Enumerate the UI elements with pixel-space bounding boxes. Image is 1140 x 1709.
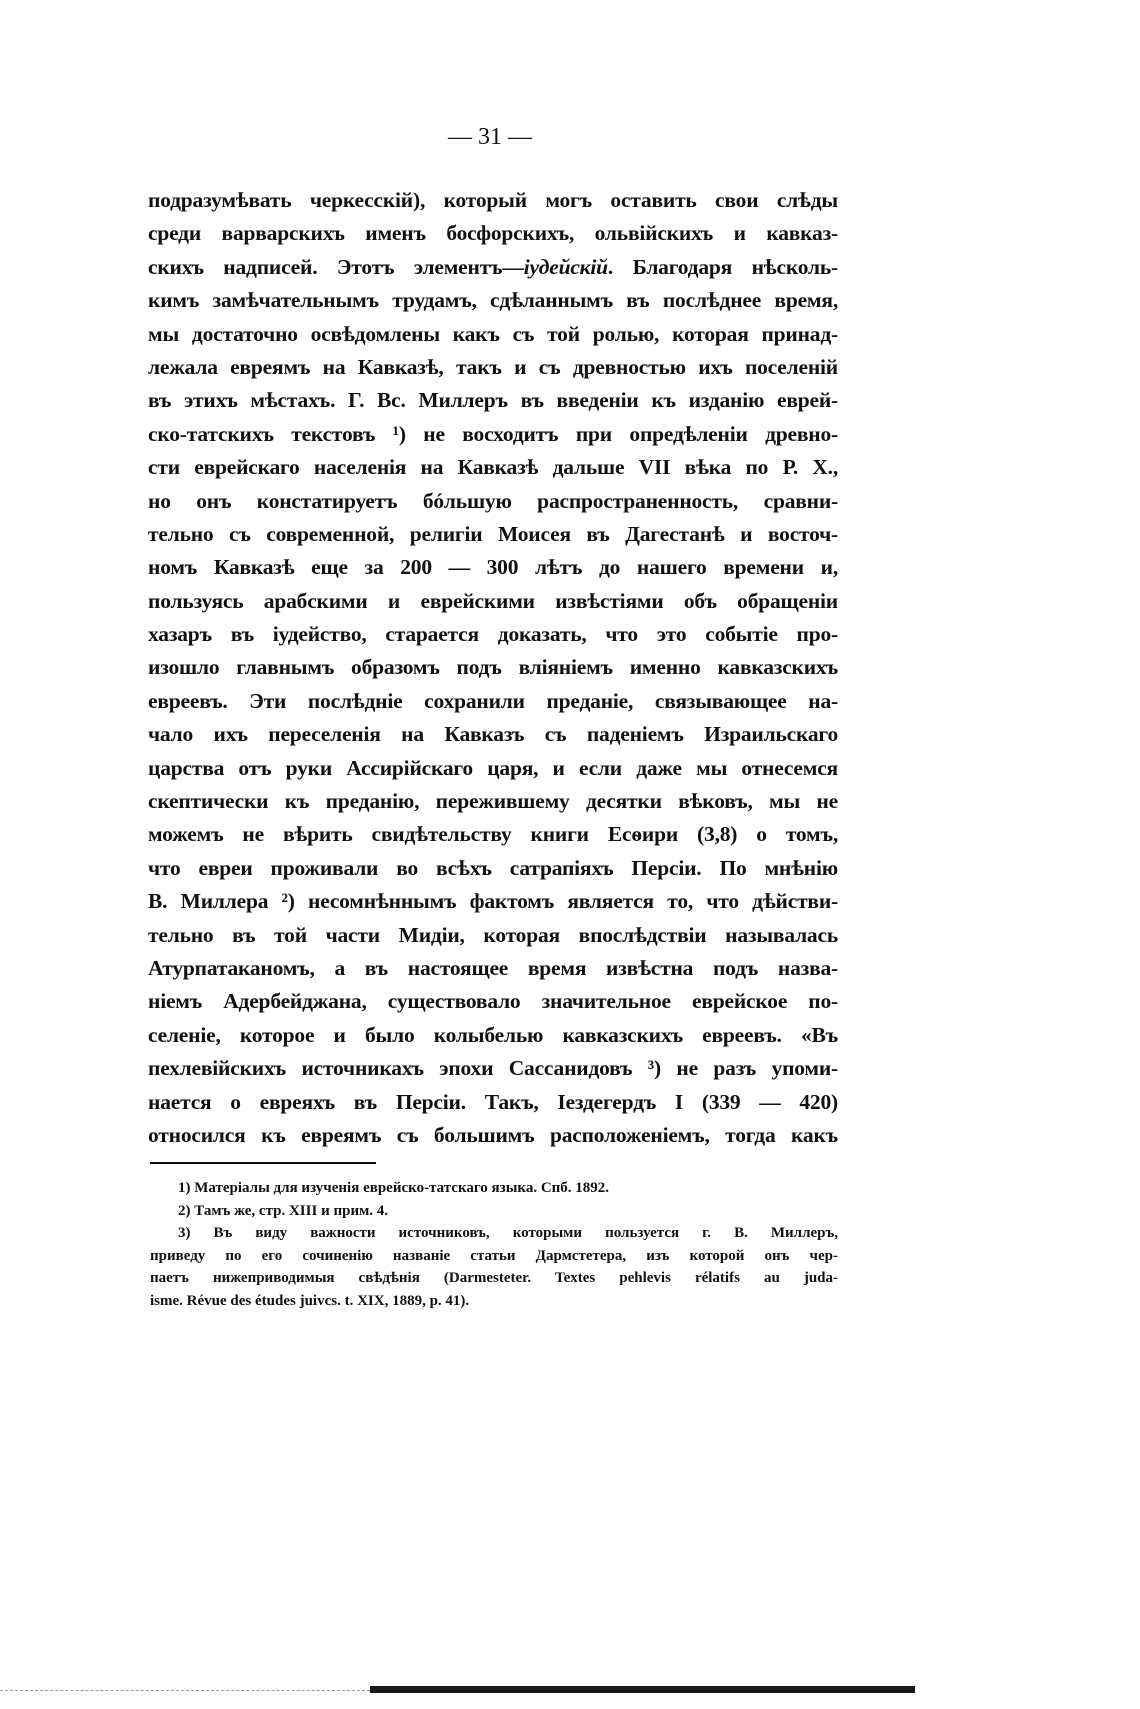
text-line: изошло главнымъ образомъ подъ вліяніемъ именно кавказскихъ <box>148 655 838 680</box>
text-line: тельно въ той части Мидіи, которая впослѣдствіи называлась <box>148 922 838 947</box>
footnote-3-continued: приведу по его сочиненію названіе статьи Дармстетера, изъ которой онъ чер- <box>150 1247 838 1264</box>
text-line: лежала евреямъ на Кавказѣ, такъ и съ древностью ихъ поселеній <box>148 354 838 379</box>
text-line: чало ихъ переселенія на Кавказъ съ паденіемъ Израильскаго <box>148 722 838 747</box>
text-line: селеніе, которое и было колыбелью кавказскихъ евреевъ. «Въ <box>148 1022 838 1047</box>
text-line: евреевъ. Эти послѣдніе сохранили преданіе, связывающее на- <box>148 688 838 713</box>
footnote-1: 1) Матеріалы для изученія еврейско-татскаго языка. Спб. 1892. <box>178 1180 610 1196</box>
italic-term: іудейскій <box>523 254 608 279</box>
text-line: мы достаточно освѣдомлены какъ съ той ролью, которая принад- <box>148 321 838 346</box>
text-line: сти еврейскаго населенія на Кавказѣ дальше VII вѣка по Р. Х., <box>148 455 838 480</box>
body-text <box>148 184 838 1152</box>
text-line: номъ Кавказѣ еще за 200 — 300 лѣтъ до нашего времени и, <box>148 555 838 580</box>
page-number: — 31 — <box>448 124 532 150</box>
footnote-3-continued: паетъ нижеприводимыя свѣдѣнія (Darmesteter. Textes pehlevis rélatifs au juda- <box>150 1270 838 1287</box>
text-line: тельно съ современной, религіи Моисея въ Дагестанѣ и восточ- <box>148 521 838 546</box>
footnote-3-continued: isme. Révue des études juivcs. t. XIX, 1889, p. 41). <box>150 1292 470 1309</box>
scan-edge-line <box>0 1690 370 1692</box>
text-segment: . Благодаря нѣсколь- <box>607 254 838 279</box>
footnote-3: 3) Въ виду важности источниковъ, которыми пользуется г. В. Миллеръ, <box>178 1225 838 1242</box>
text-line: Атурпатаканомъ, а въ настоящее время извѣстна подъ назва- <box>148 955 838 980</box>
footnote-2: 2) Тамъ же, стр. XIII и прим. 4. <box>178 1202 389 1219</box>
text-line: но онъ констатируетъ бóльшую распространенность, сравни- <box>148 488 838 513</box>
text-line: нается о евреяхъ въ Персіи. Такъ, Іездегердъ I (339 — 420) <box>148 1089 838 1114</box>
text-line: пехлевійскихъ источникахъ эпохи Сассанидовъ ³) не разъ упоми- <box>148 1056 838 1081</box>
text-line: ско-татскихъ текстовъ ¹) не восходитъ при опредѣленіи древно- <box>148 421 838 446</box>
text-line: подразумѣвать черкесскій), который могъ оставить свои слѣды <box>148 188 838 212</box>
text-line: ніемъ Адербейджана, существовало значительное еврейское по- <box>148 989 838 1014</box>
text-line: царства отъ руки Ассирійскаго царя, и если даже мы отнесемся <box>148 755 838 780</box>
text-line: В. Миллера ²) несомнѣннымъ фактомъ является то, что дѣйстви- <box>148 889 838 914</box>
text-line: относился къ евреямъ съ большимъ расположеніемъ, тогда какъ <box>148 1122 838 1147</box>
text-line: можемъ не вѣрить свидѣтельству книги Есѳири (3,8) о томъ, <box>148 822 838 847</box>
text-line: кимъ замѣчательнымъ трудамъ, сдѣланнымъ въ послѣднее время, <box>148 288 838 313</box>
text-line: скептически къ преданію, пережившему десятки вѣковъ, мы не <box>148 789 838 814</box>
footnote-rule <box>150 1162 376 1164</box>
text-line: въ этихъ мѣстахъ. Г. Вс. Миллеръ въ введеніи къ изданію еврей- <box>148 388 838 413</box>
text-line: что евреи проживали во всѣхъ сатрапіяхъ Персіи. По мнѣнію <box>148 855 838 880</box>
scan-edge-bar <box>370 1686 915 1693</box>
text-line: среди варварскихъ именъ босфорскихъ, ольвійскихъ и кавказ- <box>148 221 838 246</box>
text-line: пользуясь арабскими и еврейскими извѣстіями объ обращеніи <box>148 588 838 613</box>
text-line <box>148 251 838 284</box>
text-segment: скихъ надписей. Этотъ элементъ— <box>148 254 524 279</box>
footnotes <box>150 1177 838 1313</box>
text-line: хазаръ въ іудейство, старается доказать, что это событіе про- <box>148 622 838 647</box>
